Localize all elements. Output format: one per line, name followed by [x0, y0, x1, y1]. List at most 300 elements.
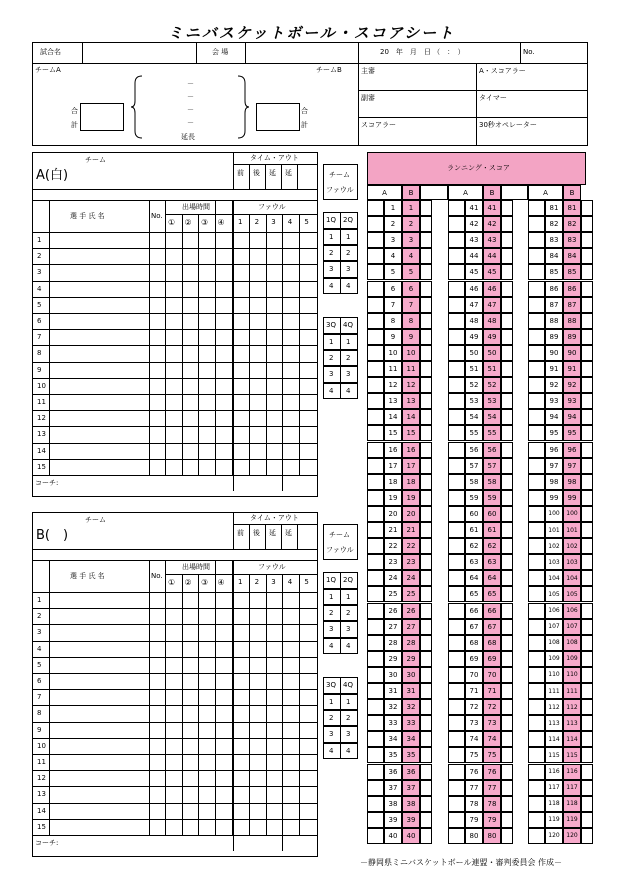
score-mark-a[interactable]: [367, 667, 384, 683]
score-mark-a[interactable]: [448, 651, 465, 667]
timeout-cell[interactable]: [234, 538, 248, 548]
score-mark-a[interactable]: [528, 506, 545, 522]
score-mark-a[interactable]: [528, 715, 545, 731]
score-mark-a[interactable]: [528, 619, 545, 635]
player-name-field[interactable]: [50, 395, 148, 409]
score-mark-a[interactable]: [367, 538, 384, 554]
score-mark-a[interactable]: [367, 780, 384, 796]
player-no-field[interactable]: [150, 706, 164, 720]
score-mark-b[interactable]: [420, 345, 432, 361]
score-mark-b[interactable]: [501, 796, 513, 812]
score-mark-b[interactable]: [581, 425, 593, 441]
score-mark-b[interactable]: [501, 232, 513, 248]
score-mark-b[interactable]: [420, 200, 432, 216]
score-mark-a[interactable]: [367, 200, 384, 216]
score-mark-b[interactable]: [420, 377, 432, 393]
score-mark-b[interactable]: [501, 281, 513, 297]
score-mark-b[interactable]: [581, 780, 593, 796]
score-mark-a[interactable]: [448, 232, 465, 248]
score-mark-a[interactable]: [367, 715, 384, 731]
coach-name-field[interactable]: [70, 476, 230, 490]
score-mark-b[interactable]: [420, 425, 432, 441]
player-name-field[interactable]: [50, 593, 148, 607]
score-mark-a[interactable]: [528, 361, 545, 377]
score-mark-a[interactable]: [367, 474, 384, 490]
score-mark-a[interactable]: [528, 474, 545, 490]
player-name-field[interactable]: [50, 706, 148, 720]
score-mark-a[interactable]: [448, 683, 465, 699]
score-mark-b[interactable]: [420, 329, 432, 345]
score-mark-b[interactable]: [581, 377, 593, 393]
score-mark-b[interactable]: [581, 731, 593, 747]
player-no-field[interactable]: [150, 363, 164, 377]
score-mark-b[interactable]: [420, 216, 432, 232]
score-mark-b[interactable]: [581, 812, 593, 828]
score-mark-b[interactable]: [501, 345, 513, 361]
score-mark-b[interactable]: [581, 216, 593, 232]
score-mark-b[interactable]: [581, 667, 593, 683]
score-mark-b[interactable]: [420, 538, 432, 554]
score-mark-b[interactable]: [581, 458, 593, 474]
score-mark-a[interactable]: [367, 442, 384, 458]
score-mark-b[interactable]: [501, 522, 513, 538]
score-mark-b[interactable]: [420, 619, 432, 635]
player-no-field[interactable]: [150, 460, 164, 474]
score-mark-a[interactable]: [448, 619, 465, 635]
score-mark-b[interactable]: [581, 506, 593, 522]
score-mark-a[interactable]: [367, 619, 384, 635]
score-mark-b[interactable]: [501, 586, 513, 602]
score-mark-b[interactable]: [501, 442, 513, 458]
player-no-field[interactable]: [150, 739, 164, 753]
score-mark-a[interactable]: [367, 313, 384, 329]
score-mark-a[interactable]: [367, 409, 384, 425]
score-mark-a[interactable]: [367, 796, 384, 812]
score-mark-b[interactable]: [581, 715, 593, 731]
score-mark-b[interactable]: [581, 297, 593, 313]
player-no-field[interactable]: [150, 444, 164, 458]
score-mark-a[interactable]: [448, 731, 465, 747]
player-name-field[interactable]: [50, 444, 148, 458]
player-name-field[interactable]: [50, 642, 148, 656]
score-mark-b[interactable]: [420, 264, 432, 280]
score-mark-a[interactable]: [367, 345, 384, 361]
coach-name-field[interactable]: [70, 836, 230, 850]
score-mark-a[interactable]: [367, 747, 384, 763]
score-mark-b[interactable]: [420, 474, 432, 490]
score-mark-b[interactable]: [420, 828, 432, 844]
score-mark-a[interactable]: [367, 232, 384, 248]
player-no-field[interactable]: [150, 593, 164, 607]
score-mark-a[interactable]: [528, 699, 545, 715]
score-mark-a[interactable]: [528, 812, 545, 828]
score-mark-b[interactable]: [420, 393, 432, 409]
score-mark-a[interactable]: [448, 458, 465, 474]
score-mark-a[interactable]: [528, 393, 545, 409]
score-mark-a[interactable]: [367, 377, 384, 393]
score-mark-a[interactable]: [448, 297, 465, 313]
score-mark-a[interactable]: [448, 313, 465, 329]
player-no-field[interactable]: [150, 427, 164, 441]
score-mark-a[interactable]: [448, 200, 465, 216]
score-mark-b[interactable]: [420, 442, 432, 458]
score-mark-a[interactable]: [367, 425, 384, 441]
score-mark-a[interactable]: [528, 667, 545, 683]
score-mark-b[interactable]: [581, 764, 593, 780]
score-mark-b[interactable]: [420, 570, 432, 586]
player-name-field[interactable]: [50, 314, 148, 328]
score-mark-b[interactable]: [501, 425, 513, 441]
score-mark-a[interactable]: [528, 780, 545, 796]
venue-field[interactable]: [246, 43, 357, 62]
score-mark-b[interactable]: [501, 377, 513, 393]
score-mark-b[interactable]: [420, 667, 432, 683]
score-mark-a[interactable]: [528, 538, 545, 554]
player-no-field[interactable]: [150, 314, 164, 328]
score-mark-b[interactable]: [581, 554, 593, 570]
player-no-field[interactable]: [150, 330, 164, 344]
score-mark-b[interactable]: [501, 683, 513, 699]
score-mark-a[interactable]: [367, 216, 384, 232]
score-mark-a[interactable]: [448, 248, 465, 264]
score-mark-b[interactable]: [581, 522, 593, 538]
score-mark-a[interactable]: [367, 281, 384, 297]
score-mark-a[interactable]: [528, 747, 545, 763]
score-mark-a[interactable]: [528, 731, 545, 747]
score-mark-b[interactable]: [501, 361, 513, 377]
player-no-field[interactable]: [150, 804, 164, 818]
player-no-field[interactable]: [150, 690, 164, 704]
score-mark-b[interactable]: [581, 409, 593, 425]
player-name-field[interactable]: [50, 379, 148, 393]
score-mark-b[interactable]: [501, 764, 513, 780]
score-mark-a[interactable]: [367, 603, 384, 619]
score-mark-b[interactable]: [420, 297, 432, 313]
player-name-field[interactable]: [50, 625, 148, 639]
score-mark-a[interactable]: [367, 683, 384, 699]
score-mark-a[interactable]: [528, 796, 545, 812]
score-mark-b[interactable]: [420, 458, 432, 474]
score-mark-b[interactable]: [581, 474, 593, 490]
player-no-field[interactable]: [150, 674, 164, 688]
player-no-field[interactable]: [150, 642, 164, 656]
player-no-field[interactable]: [150, 411, 164, 425]
score-mark-b[interactable]: [420, 796, 432, 812]
score-mark-a[interactable]: [448, 538, 465, 554]
team-a-total-box[interactable]: [80, 103, 124, 131]
score-mark-a[interactable]: [448, 715, 465, 731]
score-mark-a[interactable]: [448, 554, 465, 570]
score-mark-b[interactable]: [420, 313, 432, 329]
score-mark-b[interactable]: [420, 586, 432, 602]
score-mark-b[interactable]: [501, 538, 513, 554]
score-mark-b[interactable]: [501, 699, 513, 715]
player-no-field[interactable]: [150, 395, 164, 409]
score-mark-b[interactable]: [581, 345, 593, 361]
score-mark-b[interactable]: [581, 281, 593, 297]
score-mark-a[interactable]: [448, 409, 465, 425]
score-mark-b[interactable]: [501, 651, 513, 667]
score-mark-a[interactable]: [448, 474, 465, 490]
score-mark-a[interactable]: [448, 764, 465, 780]
score-mark-a[interactable]: [448, 586, 465, 602]
score-mark-a[interactable]: [528, 554, 545, 570]
score-mark-a[interactable]: [448, 506, 465, 522]
score-mark-b[interactable]: [581, 442, 593, 458]
score-mark-b[interactable]: [501, 490, 513, 506]
score-mark-b[interactable]: [420, 635, 432, 651]
score-mark-a[interactable]: [367, 264, 384, 280]
player-no-field[interactable]: [150, 379, 164, 393]
score-mark-b[interactable]: [581, 313, 593, 329]
player-no-field[interactable]: [150, 625, 164, 639]
score-mark-a[interactable]: [367, 651, 384, 667]
score-mark-b[interactable]: [420, 699, 432, 715]
score-mark-b[interactable]: [501, 393, 513, 409]
score-mark-a[interactable]: [448, 522, 465, 538]
score-mark-b[interactable]: [420, 731, 432, 747]
score-mark-a[interactable]: [448, 828, 465, 844]
score-mark-a[interactable]: [367, 586, 384, 602]
score-mark-b[interactable]: [420, 281, 432, 297]
score-mark-b[interactable]: [420, 409, 432, 425]
score-mark-b[interactable]: [501, 635, 513, 651]
score-mark-b[interactable]: [581, 651, 593, 667]
score-mark-b[interactable]: [581, 828, 593, 844]
score-mark-b[interactable]: [581, 538, 593, 554]
player-name-field[interactable]: [50, 427, 148, 441]
score-mark-b[interactable]: [501, 474, 513, 490]
score-mark-a[interactable]: [367, 297, 384, 313]
score-mark-a[interactable]: [448, 603, 465, 619]
score-mark-a[interactable]: [367, 522, 384, 538]
score-mark-a[interactable]: [367, 458, 384, 474]
score-mark-b[interactable]: [501, 554, 513, 570]
score-mark-b[interactable]: [581, 200, 593, 216]
score-mark-b[interactable]: [420, 651, 432, 667]
timeout-cell[interactable]: [266, 538, 280, 548]
player-no-field[interactable]: [150, 298, 164, 312]
score-mark-b[interactable]: [501, 264, 513, 280]
score-mark-a[interactable]: [528, 442, 545, 458]
score-mark-b[interactable]: [501, 667, 513, 683]
player-no-field[interactable]: [150, 265, 164, 279]
score-mark-b[interactable]: [420, 812, 432, 828]
score-mark-b[interactable]: [501, 313, 513, 329]
score-mark-b[interactable]: [581, 393, 593, 409]
score-mark-b[interactable]: [581, 683, 593, 699]
score-mark-b[interactable]: [581, 329, 593, 345]
player-no-field[interactable]: [150, 771, 164, 785]
date-field[interactable]: 20 年 月 日 （ ： ）: [380, 48, 465, 56]
player-no-field[interactable]: [150, 820, 164, 834]
team-b-total-box[interactable]: [256, 103, 300, 131]
score-mark-a[interactable]: [367, 828, 384, 844]
score-mark-b[interactable]: [420, 248, 432, 264]
score-mark-b[interactable]: [420, 522, 432, 538]
player-name-field[interactable]: [50, 265, 148, 279]
score-mark-a[interactable]: [448, 329, 465, 345]
score-mark-a[interactable]: [448, 377, 465, 393]
player-name-field[interactable]: [50, 460, 148, 474]
game-name-field[interactable]: [83, 43, 195, 62]
score-mark-b[interactable]: [501, 329, 513, 345]
score-mark-a[interactable]: [367, 248, 384, 264]
score-mark-a[interactable]: [367, 393, 384, 409]
player-name-field[interactable]: [50, 787, 148, 801]
score-mark-a[interactable]: [528, 458, 545, 474]
player-no-field[interactable]: [150, 233, 164, 247]
score-mark-a[interactable]: [528, 232, 545, 248]
score-mark-a[interactable]: [528, 635, 545, 651]
player-no-field[interactable]: [150, 346, 164, 360]
score-mark-a[interactable]: [528, 651, 545, 667]
player-no-field[interactable]: [150, 723, 164, 737]
score-mark-b[interactable]: [420, 780, 432, 796]
player-name-field[interactable]: [50, 804, 148, 818]
timeout-cell[interactable]: [282, 538, 296, 548]
score-mark-b[interactable]: [581, 570, 593, 586]
score-mark-b[interactable]: [501, 248, 513, 264]
player-no-field[interactable]: [150, 755, 164, 769]
score-mark-b[interactable]: [420, 361, 432, 377]
score-mark-b[interactable]: [501, 409, 513, 425]
player-name-field[interactable]: [50, 820, 148, 834]
score-mark-a[interactable]: [367, 554, 384, 570]
score-mark-a[interactable]: [448, 812, 465, 828]
player-name-field[interactable]: [50, 249, 148, 263]
player-name-field[interactable]: [50, 690, 148, 704]
score-mark-b[interactable]: [581, 248, 593, 264]
score-mark-b[interactable]: [501, 570, 513, 586]
timeout-cell[interactable]: [282, 178, 296, 188]
score-mark-a[interactable]: [448, 216, 465, 232]
score-mark-b[interactable]: [581, 619, 593, 635]
score-mark-a[interactable]: [528, 264, 545, 280]
timeout-cell[interactable]: [250, 178, 264, 188]
score-mark-a[interactable]: [448, 490, 465, 506]
score-mark-a[interactable]: [528, 297, 545, 313]
player-no-field[interactable]: [150, 609, 164, 623]
score-mark-b[interactable]: [501, 828, 513, 844]
player-no-field[interactable]: [150, 787, 164, 801]
score-mark-a[interactable]: [528, 329, 545, 345]
player-name-field[interactable]: [50, 233, 148, 247]
score-mark-a[interactable]: [448, 361, 465, 377]
score-mark-a[interactable]: [528, 409, 545, 425]
score-mark-a[interactable]: [448, 393, 465, 409]
score-mark-a[interactable]: [528, 425, 545, 441]
score-mark-a[interactable]: [367, 329, 384, 345]
score-mark-a[interactable]: [528, 345, 545, 361]
score-mark-b[interactable]: [420, 683, 432, 699]
score-mark-a[interactable]: [367, 361, 384, 377]
score-mark-b[interactable]: [420, 764, 432, 780]
score-mark-b[interactable]: [420, 603, 432, 619]
player-name-field[interactable]: [50, 363, 148, 377]
score-mark-a[interactable]: [528, 828, 545, 844]
score-mark-b[interactable]: [501, 619, 513, 635]
score-mark-a[interactable]: [448, 635, 465, 651]
player-no-field[interactable]: [150, 658, 164, 672]
score-mark-a[interactable]: [367, 812, 384, 828]
player-name-field[interactable]: [50, 298, 148, 312]
score-mark-b[interactable]: [581, 264, 593, 280]
score-mark-a[interactable]: [367, 635, 384, 651]
score-mark-a[interactable]: [448, 442, 465, 458]
score-mark-b[interactable]: [501, 506, 513, 522]
player-name-field[interactable]: [50, 658, 148, 672]
score-mark-b[interactable]: [420, 715, 432, 731]
score-mark-a[interactable]: [528, 248, 545, 264]
player-name-field[interactable]: [50, 282, 148, 296]
score-mark-a[interactable]: [448, 780, 465, 796]
score-mark-b[interactable]: [581, 796, 593, 812]
score-mark-b[interactable]: [501, 812, 513, 828]
player-name-field[interactable]: [50, 755, 148, 769]
score-mark-a[interactable]: [528, 490, 545, 506]
score-mark-a[interactable]: [367, 699, 384, 715]
score-mark-b[interactable]: [581, 747, 593, 763]
score-mark-a[interactable]: [367, 506, 384, 522]
score-mark-b[interactable]: [581, 232, 593, 248]
score-mark-a[interactable]: [528, 281, 545, 297]
score-mark-a[interactable]: [367, 570, 384, 586]
player-name-field[interactable]: [50, 674, 148, 688]
score-mark-a[interactable]: [448, 264, 465, 280]
score-mark-b[interactable]: [501, 458, 513, 474]
player-name-field[interactable]: [50, 739, 148, 753]
score-mark-b[interactable]: [581, 586, 593, 602]
score-mark-a[interactable]: [528, 522, 545, 538]
score-mark-a[interactable]: [528, 764, 545, 780]
player-name-field[interactable]: [50, 346, 148, 360]
player-no-field[interactable]: [150, 282, 164, 296]
score-mark-b[interactable]: [501, 297, 513, 313]
score-mark-a[interactable]: [448, 667, 465, 683]
score-mark-a[interactable]: [448, 699, 465, 715]
score-mark-b[interactable]: [501, 780, 513, 796]
score-mark-a[interactable]: [448, 425, 465, 441]
timeout-cell[interactable]: [250, 538, 264, 548]
score-mark-b[interactable]: [501, 715, 513, 731]
score-mark-b[interactable]: [420, 506, 432, 522]
score-mark-a[interactable]: [448, 281, 465, 297]
score-mark-a[interactable]: [528, 603, 545, 619]
score-mark-a[interactable]: [528, 216, 545, 232]
score-mark-b[interactable]: [420, 747, 432, 763]
score-mark-a[interactable]: [528, 377, 545, 393]
score-mark-a[interactable]: [448, 747, 465, 763]
score-mark-b[interactable]: [581, 603, 593, 619]
score-mark-a[interactable]: [448, 796, 465, 812]
score-mark-a[interactable]: [367, 764, 384, 780]
timeout-cell[interactable]: [234, 178, 248, 188]
score-mark-b[interactable]: [420, 232, 432, 248]
score-mark-b[interactable]: [501, 200, 513, 216]
score-mark-b[interactable]: [581, 635, 593, 651]
score-mark-b[interactable]: [581, 490, 593, 506]
score-mark-a[interactable]: [528, 570, 545, 586]
player-name-field[interactable]: [50, 771, 148, 785]
score-mark-b[interactable]: [581, 361, 593, 377]
player-name-field[interactable]: [50, 723, 148, 737]
timeout-cell[interactable]: [266, 178, 280, 188]
player-name-field[interactable]: [50, 609, 148, 623]
player-no-field[interactable]: [150, 249, 164, 263]
score-mark-a[interactable]: [528, 200, 545, 216]
player-name-field[interactable]: [50, 411, 148, 425]
